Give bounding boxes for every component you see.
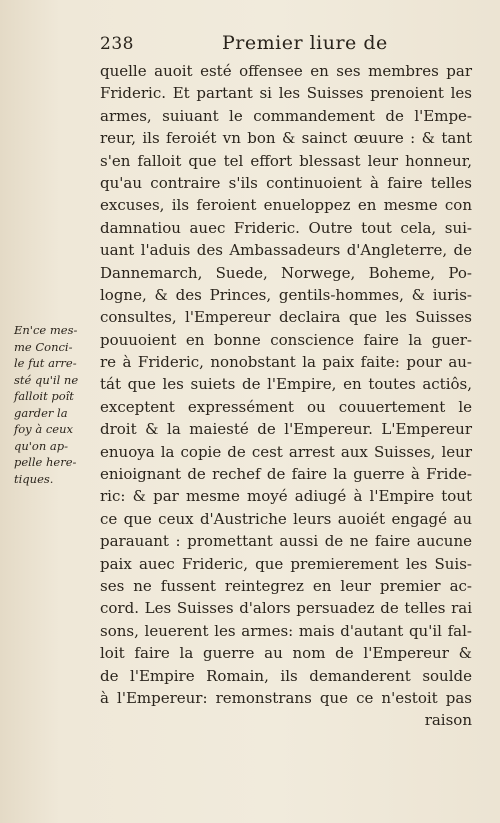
text-line: paix auec Frideric, que premierement les Suis-	[100, 554, 472, 573]
text-line: enuoya la copie de cest arrest aux Suisses, leur	[100, 442, 472, 461]
margin-note-line: falloit poît	[14, 389, 74, 403]
text-line: damnatiou auec Frideric. Outre tout cela, sui-	[100, 218, 472, 237]
text-line: consultes, l'Empereur declaira que les Suisses	[100, 308, 472, 327]
text-line: exceptent expressément ou couuertement le	[100, 397, 472, 416]
margin-note-line: sté qu'il ne	[14, 372, 79, 387]
margin-note-line: garder la	[14, 405, 68, 420]
text-line: de l'Empire Romain, ils demanderent soulde	[100, 666, 472, 685]
text-line: ric: & par mesme moyé adiugé à l'Empire tout	[100, 487, 472, 506]
text-line: Frideric. Et partant si les Suisses prenoient les	[100, 84, 472, 103]
text-line: à l'Empereur: remonstrans que ce n'estoit pas	[100, 688, 472, 707]
text-line: reur, ils feroiét vn bon & sainct œuure : & tant	[100, 129, 472, 148]
text-line: quelle auoit esté offensee en ses membres par	[100, 62, 472, 80]
text-line: parauant : promettant aussi de ne faire aucune	[100, 532, 472, 551]
text-line: enioignant de rechef de faire la guerre à Fride-	[100, 465, 472, 484]
marginal-note	[14, 322, 94, 487]
text-line: ce que ceux d'Austriche leurs auoiét engagé au	[100, 509, 472, 528]
running-title: Premier liure de	[222, 32, 388, 54]
margin-note-line: qu'on ap-	[14, 438, 69, 453]
text-line: sons, leuerent les armes: mais d'autant qu'il fal-	[100, 621, 472, 640]
text-line: ses ne fussent reintegrez en leur premier ac-	[100, 576, 472, 595]
text-line: droit & la maiesté de l'Empereur. L'Empereur	[100, 420, 472, 439]
text-line: qu'au contraire s'ils continuoient à faire telles	[100, 173, 472, 192]
margin-note-line: tiques.	[14, 471, 54, 486]
margin-note-line: me Conci-	[14, 339, 73, 354]
text-line: re à Frideric, nonobstant la paix faite: pour au-	[100, 353, 472, 372]
text-line: cord. Les Suisses d'alors persuadez de telles rai	[100, 599, 472, 618]
text-line: uant l'aduis des Ambassadeurs d'Angleterre, de	[100, 241, 472, 260]
margin-note-line: foy à ceux	[14, 422, 73, 436]
text-line: loit faire la guerre au nom de l'Empereur &	[100, 644, 472, 663]
margin-note-line: pelle here-	[14, 455, 77, 469]
text-line: s'en falloit que tel effort blessast leur honneur,	[100, 151, 472, 170]
page-header	[100, 34, 480, 56]
text-line: raison	[424, 711, 472, 730]
text-line: logne, & des Princes, gentils-hommes, & iuris-	[100, 285, 472, 304]
margin-note-line: le fut arre-	[14, 356, 77, 370]
margin-note-line: En'ce mes-	[14, 323, 78, 337]
text-line: pouuoient en bonne conscience faire la guer-	[100, 330, 472, 349]
text-line: excuses, ils feroient enueloppez en mesme con	[100, 196, 472, 215]
text-line: Dannemarch, Suede, Norwege, Boheme, Po-	[100, 263, 472, 282]
main-text-block	[100, 60, 472, 732]
text-line: armes, suiuant le commandement de l'Empe-	[100, 106, 472, 125]
text-line: tát que les suiets de l'Empire, en toutes actiôs,	[100, 375, 472, 394]
folio-number: 238	[100, 34, 134, 54]
